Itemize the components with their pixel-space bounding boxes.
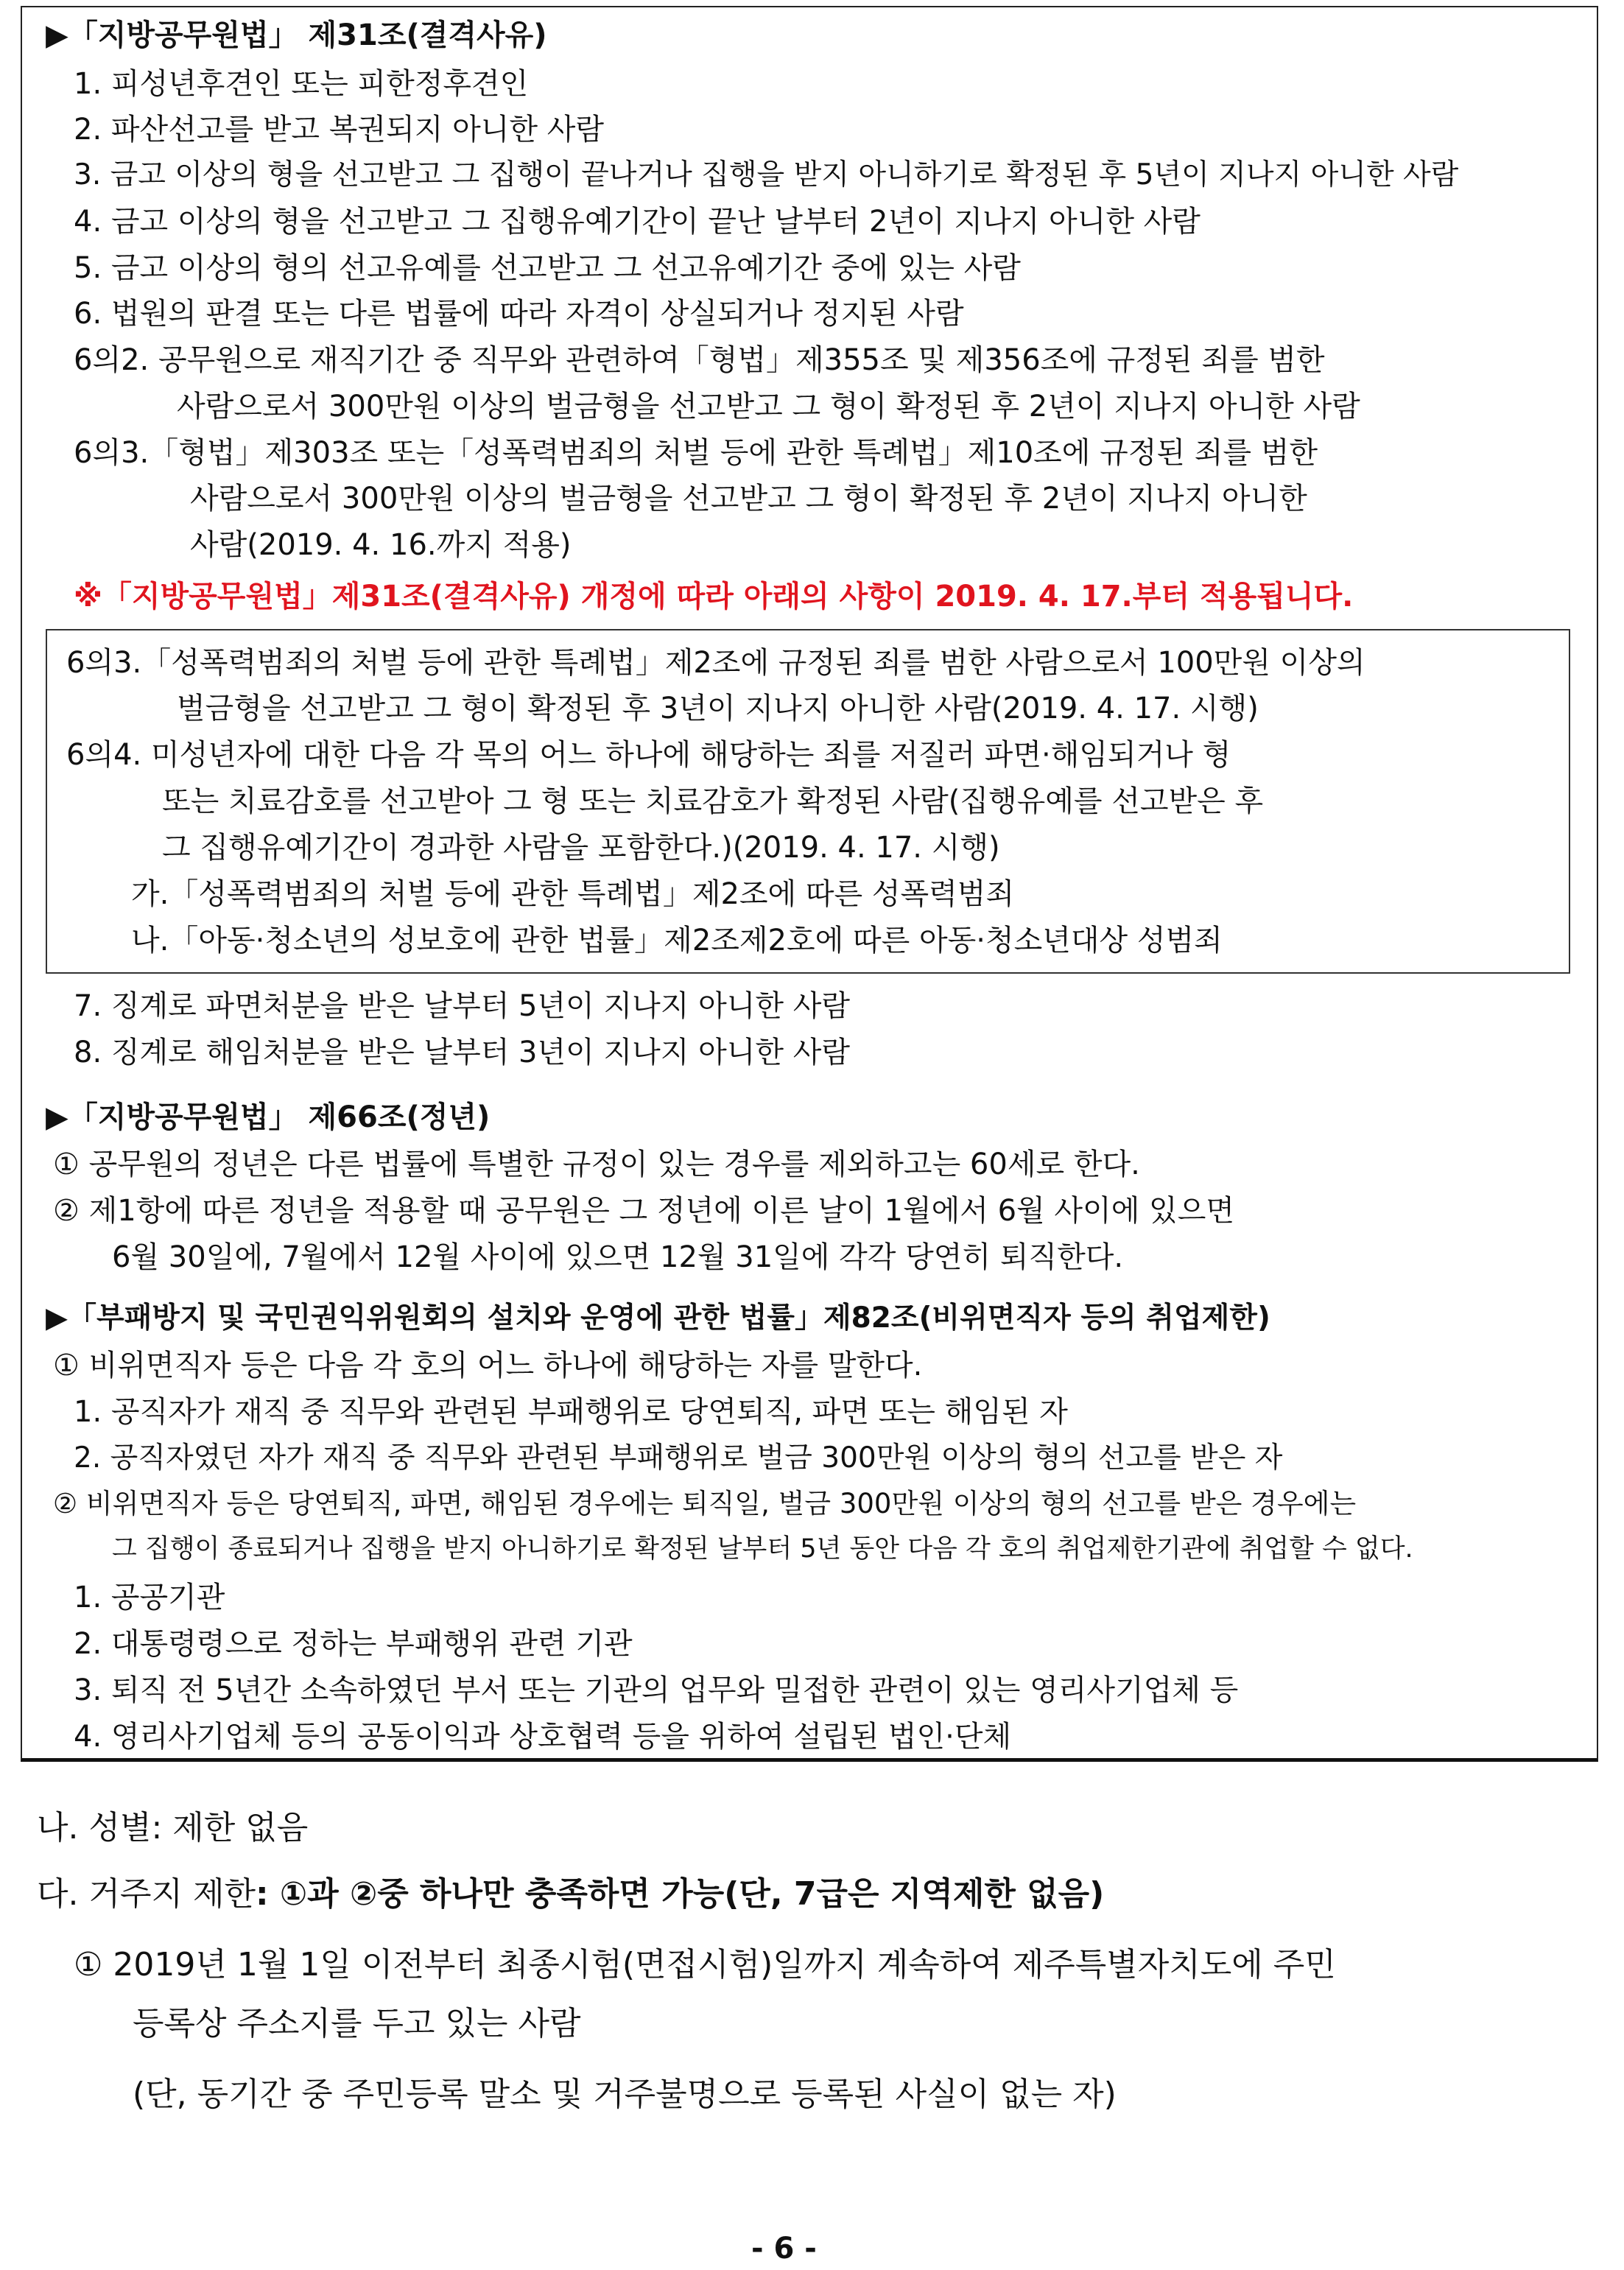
list-item: 6의3.「형법」제303조 또는「성폭력범죄의 처벌 등에 관한 특례법」제10조에 규정된 죄를 범한: [74, 436, 1318, 470]
list-item: 1. 공직자가 재직 중 직무와 관련된 부패행위로 당연퇴직, 파면 또는 해임된 자: [74, 1395, 1068, 1429]
list-item: 1. 피성년후견인 또는 피한정후견인: [74, 67, 529, 101]
list-item-continued: 벌금형을 선고받고 그 형이 확정된 후 3년이 지나지 아니한 사람(2019. 4. 17. 시행): [177, 692, 1259, 725]
list-item: 2. 대통령령으로 정하는 부패행위 관련 기관: [74, 1627, 633, 1661]
sub-item: 가.「성폭력범죄의 처벌 등에 관한 특례법」제2조에 따른 성폭력범죄: [131, 877, 1015, 911]
residence-condition: : ①과 ②중 하나만 충족하면 가능(단, 7급은 지역제한 없음): [255, 1875, 1105, 1913]
list-item-continued: 사람으로서 300만원 이상의 벌금형을 선고받고 그 형이 확정된 후 2년이 지나지 아니한: [190, 482, 1307, 516]
amendment-note: ※「지방공무원법」제31조(결격사유) 개정에 따라 아래의 사항이 2019. 4. 17.부터 적용됩니다.: [74, 580, 1354, 614]
list-item-continued: 사람으로서 300만원 이상의 벌금형을 선고받고 그 형이 확정된 후 2년이 지나지 아니한 사람: [177, 390, 1360, 424]
list-item: 3. 금고 이상의 형을 선고받고 그 집행이 끝나거나 집행을 받지 아니하기로 확정된 후 5년이 지나지 아니한 사람: [74, 158, 1459, 191]
clause: ② 제1항에 따른 정년을 적용할 때 공무원은 그 정년에 이른 날이 1월에서 6월 사이에 있으면: [53, 1194, 1234, 1228]
list-item: 6. 법원의 판결 또는 다른 법률에 따라 자격이 상실되거나 정지된 사람: [74, 297, 964, 331]
list-item-continued: 그 집행유예기간이 경과한 사람을 포함한다.)(2019. 4. 17. 시행): [162, 831, 1000, 865]
list-item-continued: 사람(2019. 4. 16.까지 적용): [190, 528, 572, 562]
clause-continued: 그 집행이 종료되거나 집행을 받지 아니하기로 확정된 날부터 5년 동안 다음 각 호의 취업제한기관에 취업할 수 없다.: [112, 1534, 1413, 1564]
list-item: 6의4. 미성년자에 대한 다음 각 목의 어느 하나에 해당하는 죄를 저질러 파면·해임되거나 형: [66, 738, 1231, 772]
list-item: 3. 퇴직 전 5년간 소속하였던 부서 또는 기관의 업무와 밀접한 관련이 있는 영리사기업체 등: [74, 1673, 1239, 1707]
sub-item: 나.「아동·청소년의 성보호에 관한 법률」제2조제2호에 따른 아동·청소년대상 성범죄: [131, 924, 1223, 957]
list-item: 8. 징계로 해임처분을 받은 날부터 3년이 지나지 아니한 사람: [74, 1036, 851, 1069]
clause: ① 공무원의 정년은 다른 법률에 특별한 규정이 있는 경우를 제외하고는 60세로 한다.: [53, 1148, 1140, 1181]
list-item: 7. 징계로 파면처분을 받은 날부터 5년이 지나지 아니한 사람: [74, 989, 851, 1023]
list-item: 2. 공직자였던 자가 재직 중 직무와 관련된 부패행위로 벌금 300만원 이상의 형의 선고를 받은 자: [74, 1441, 1283, 1475]
list-item: 6의3.「성폭력범죄의 처벌 등에 관한 특례법」제2조에 규정된 죄를 범한 사람으로서 100만원 이상의: [66, 646, 1365, 680]
list-item: 1. 공공기관: [74, 1581, 225, 1614]
list-item: 4. 금고 이상의 형을 선고받고 그 집행유예기간이 끝난 날부터 2년이 지나지 아니한 사람: [74, 205, 1201, 239]
clause-continued: 6월 30일에, 7월에서 12월 사이에 있으면 12월 31일에 각각 당연히 퇴직한다.: [112, 1240, 1124, 1274]
list-item: 2. 파산선고를 받고 복권되지 아니한 사람: [74, 113, 604, 147]
heading-article-82: ▶「부패방지 및 국민권익위원회의 설치와 운영에 관한 법률」제82조(비위면직자 등의 취업제한): [46, 1301, 1270, 1335]
residence-requirement: [37, 1875, 1105, 1913]
page-number: - 6 -: [751, 2232, 817, 2266]
sex-requirement: 나. 성별: 제한 없음: [37, 1809, 309, 1846]
list-item: 6의2. 공무원으로 재직기간 중 직무와 관련하여「형법」제355조 및 제356조에 규정된 죄를 범한: [74, 343, 1325, 377]
clause: ② 비위면직자 등은 당연퇴직, 파면, 해임된 경우에는 퇴직일, 벌금 300만원 이상의 형의 선고를 받은 경우에는: [53, 1488, 1357, 1519]
clause: ① 비위면직자 등은 다음 각 호의 어느 하나에 해당하는 자를 말한다.: [53, 1349, 923, 1382]
heading-article-31: ▶「지방공무원법」 제31조(결격사유): [46, 18, 547, 52]
heading-article-66: ▶「지방공무원법」 제66조(정년): [46, 1100, 491, 1134]
residence-label: 다. 거주지 제한: [37, 1875, 256, 1913]
list-item: 4. 영리사기업체 등의 공동이익과 상호협력 등을 위하여 설립된 법인·단체: [74, 1720, 1012, 1754]
residence-exception: (단, 동기간 중 주민등록 말소 및 거주불명으로 등록된 사실이 없는 자): [133, 2076, 1117, 2113]
list-item-continued: 또는 치료감호를 선고받아 그 형 또는 치료감호가 확정된 사람(집행유예를 선고받은 후: [162, 784, 1264, 818]
residence-clause-continued: 등록상 주소지를 두고 있는 사람: [133, 2005, 581, 2042]
residence-clause: ① 2019년 1월 1일 이전부터 최종시험(면접시험)일까지 계속하여 제주특별자치도에 주민: [74, 1946, 1336, 1983]
list-item: 5. 금고 이상의 형의 선고유예를 선고받고 그 선고유예기간 중에 있는 사람: [74, 251, 1021, 285]
